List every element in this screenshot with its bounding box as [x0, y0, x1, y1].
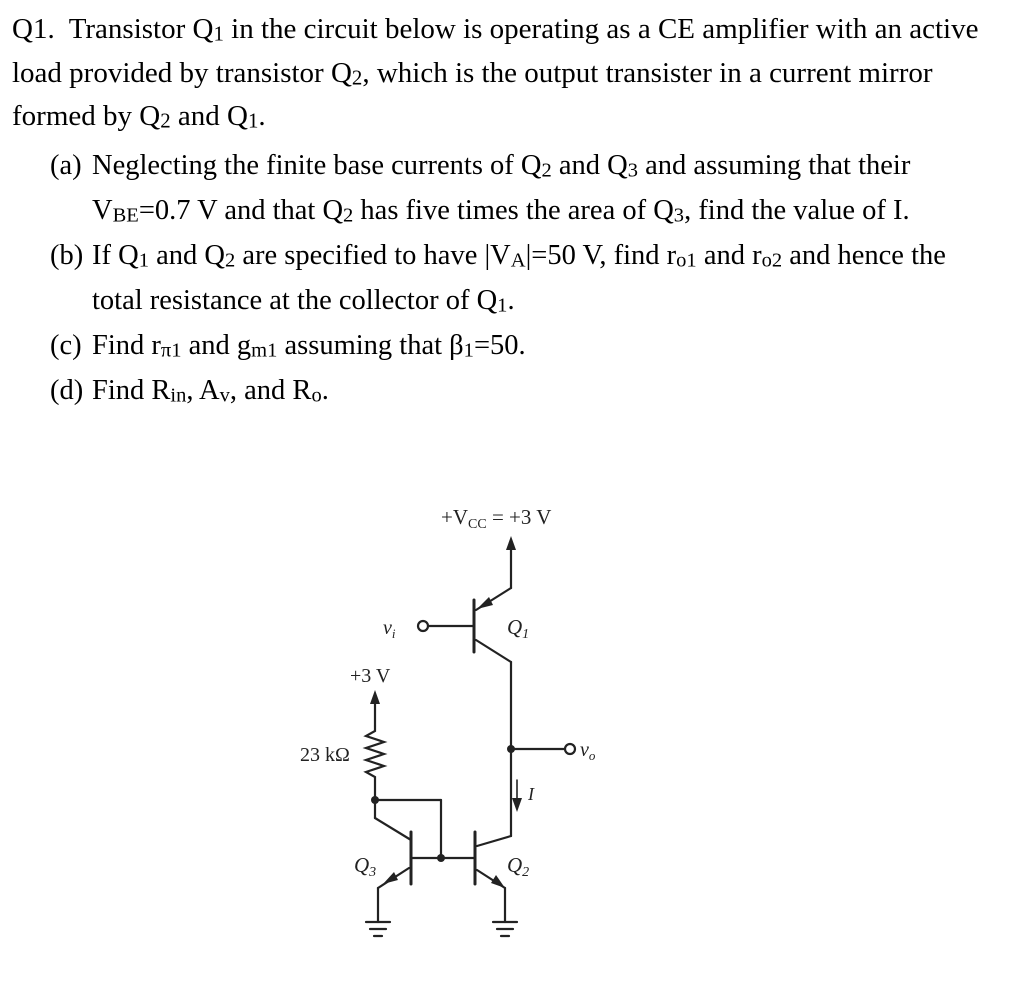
part-text: Neglecting the finite base currents of Q2 and Q3 and assuming that their VBE=0.7 V and that Q2 has five times the area of Q3, find the value of I. [92, 150, 911, 227]
circuit-diagram [0, 440, 1024, 992]
question-paragraph [12, 10, 1002, 141]
output-node [507, 745, 515, 753]
current-label: I [528, 784, 534, 804]
part-label: (d) [50, 374, 84, 406]
part-d [50, 371, 1000, 416]
supply-label: +3 V [350, 665, 391, 687]
question-number: Q1. [12, 13, 55, 45]
part-text: Find Rin, Av, and Ro. [92, 374, 329, 407]
part-label: (c) [50, 329, 82, 361]
question-parts [50, 146, 1000, 416]
q3-emitter-arrow [383, 872, 398, 884]
intro-text: Transistor Q [68, 13, 214, 45]
q2-label: Q2 [507, 853, 530, 880]
vi-label: $v_i$ [383, 617, 396, 641]
intro-sub: 2 [160, 108, 171, 133]
intro-text: . [258, 100, 266, 132]
resistor-node [371, 796, 379, 804]
q1-emitter-arrow [477, 597, 493, 609]
supply-arrow [370, 690, 380, 704]
vcc-label: +VCC = +3 V [441, 505, 552, 532]
question-intro [12, 10, 1002, 141]
part-text: Find rπ1 and gm1 assuming that β1=50. [92, 329, 526, 362]
part-b [50, 236, 1000, 326]
part-text: If Q1 and Q2 are specified to have |VA|=50 V, find ro1 and ro2 and hence the total resistance at the collector of Q1. [92, 239, 946, 317]
part-label: (b) [50, 239, 84, 271]
part-a [50, 146, 1000, 236]
q2-emitter-arrow [491, 875, 505, 888]
intro-text: and Q [170, 100, 248, 132]
intro-sub: 1 [247, 108, 259, 133]
resistor-label: 23 kΩ [300, 744, 350, 766]
intro-sub: 1 [213, 21, 224, 46]
intro-text: , which is the output transister in a current mirror formed by Q [12, 56, 933, 132]
current-arrow [512, 798, 522, 812]
q1-label: Q1 [507, 615, 530, 642]
vo-label: $v_o$ [580, 739, 596, 763]
intro-sub: 2 [351, 65, 363, 89]
vcc-arrow [506, 536, 516, 550]
intro-text: in the circuit below is operating as a CE amplifier with an active load provided by transistor Q [12, 13, 979, 89]
resistor-23k [366, 726, 384, 800]
part-label: (a) [50, 150, 82, 181]
part-c [50, 326, 1000, 371]
base-node [437, 854, 445, 862]
q3-label: Q3 [354, 853, 377, 880]
